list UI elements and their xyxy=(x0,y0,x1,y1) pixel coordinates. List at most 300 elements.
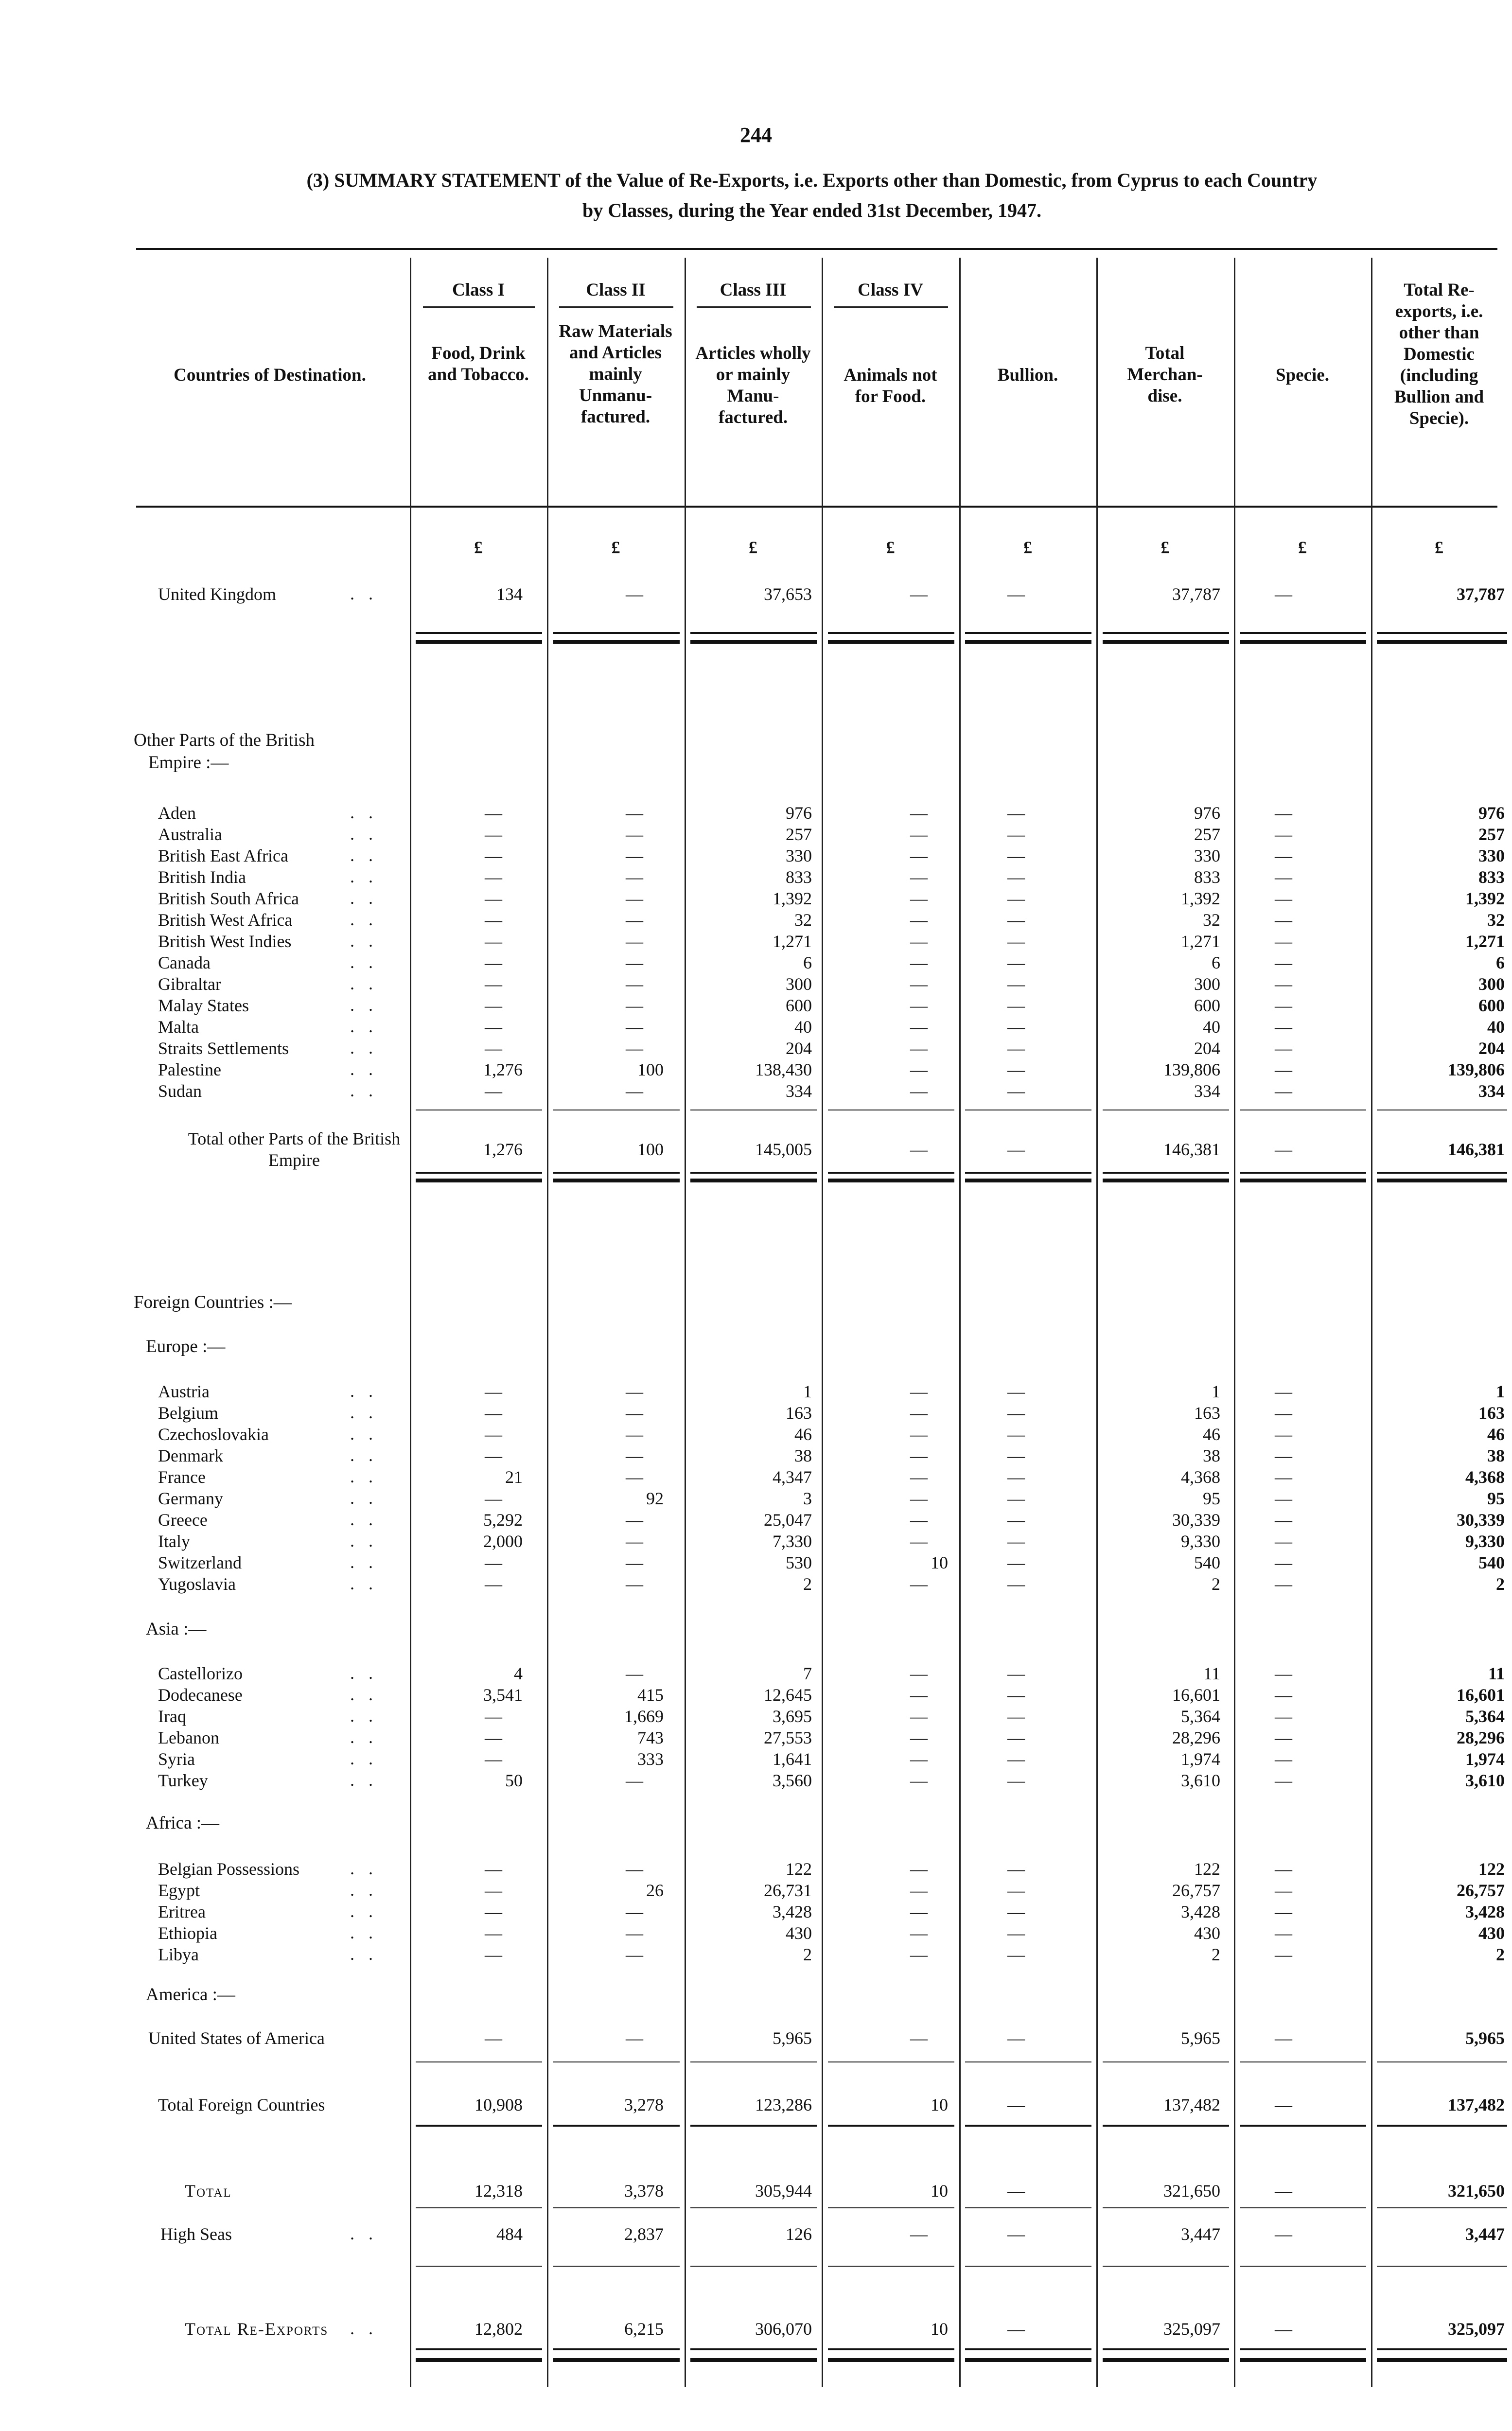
leader-dots: . . xyxy=(350,1574,378,1593)
section-empire: Other Parts of the British xyxy=(134,730,315,750)
cell-c3: 26,731 xyxy=(764,1881,812,1900)
cell-c2: 1,669 xyxy=(624,1707,664,1726)
section-america: America :— xyxy=(146,1985,235,2005)
rule-total xyxy=(690,2207,817,2208)
cell-tm: 257 xyxy=(1194,825,1220,844)
cell-tot: 37,787 xyxy=(1457,584,1505,604)
cell-tm: 28,296 xyxy=(1172,1728,1220,1747)
cell-tm: 2 xyxy=(1212,1574,1220,1594)
cell-c2: — xyxy=(626,803,643,823)
cell-c4: — xyxy=(910,1446,928,1465)
cell-c1: 3,541 xyxy=(483,1685,523,1705)
rule-grand-double xyxy=(1377,2358,1507,2362)
cell-c3: 7,330 xyxy=(773,1532,812,1551)
cell-bu: — xyxy=(1007,1017,1025,1037)
row-label: Total xyxy=(185,2181,232,2201)
rule-empire-total-double xyxy=(416,1179,542,1182)
cell-tot: 139,806 xyxy=(1448,1060,1505,1079)
cell-c2: — xyxy=(626,825,643,844)
row-label: British India xyxy=(158,867,246,887)
cell-tm: 16,601 xyxy=(1172,1685,1220,1705)
cell-tm: 1,392 xyxy=(1181,889,1220,908)
cell-tm: 37,787 xyxy=(1172,584,1220,604)
cell-c4: — xyxy=(910,1574,928,1594)
header-class4: Animals not for Food. xyxy=(844,365,937,406)
cell-bu: — xyxy=(1007,1140,1025,1159)
rule-uk-double xyxy=(416,640,542,644)
cell-c2: — xyxy=(626,1771,643,1790)
cell-c1: — xyxy=(485,1881,502,1900)
rule-grand xyxy=(690,2348,817,2350)
cell-c4: — xyxy=(910,1728,928,1747)
cell-c1: — xyxy=(485,1902,502,1921)
cell-c4: — xyxy=(910,825,928,844)
cell-tm: 330 xyxy=(1194,846,1220,865)
rule-grand-double xyxy=(828,2358,954,2362)
cell-sp: — xyxy=(1275,1081,1292,1101)
cell-c2: 2,837 xyxy=(624,2224,664,2244)
cell-sp: — xyxy=(1275,1532,1292,1551)
cell-tm: 334 xyxy=(1194,1081,1220,1101)
rule-empire-total-double xyxy=(1377,1179,1507,1182)
cell-c4: — xyxy=(910,1425,928,1444)
rule-uk xyxy=(1240,632,1366,634)
cell-c4: — xyxy=(910,1510,928,1530)
cell-c4: — xyxy=(910,974,928,994)
leader-dots: . . xyxy=(350,974,378,993)
cell-c2: — xyxy=(626,1923,643,1943)
cell-c4: — xyxy=(910,1017,928,1037)
cell-c1: — xyxy=(485,1859,502,1879)
rule-total xyxy=(1240,2207,1366,2208)
row-label: High Seas xyxy=(160,2224,232,2244)
cell-tm: 540 xyxy=(1194,1553,1220,1572)
row-label: Germany xyxy=(158,1489,223,1508)
cell-c4: — xyxy=(910,1685,928,1705)
cell-tm: 137,482 xyxy=(1163,2095,1220,2114)
title-line-1: (3) SUMMARY STATEMENT of the Value of Re-Exports, i.e. Exports other than Domestic, from Cyprus to each Country xyxy=(306,169,1318,191)
cell-sp: — xyxy=(1275,1489,1292,1508)
rule-empire-total xyxy=(416,1172,542,1174)
cell-c4: — xyxy=(910,953,928,972)
cell-tm: 204 xyxy=(1194,1039,1220,1058)
row-label: Straits Settlements xyxy=(158,1039,289,1058)
cell-c1: — xyxy=(485,1945,502,1964)
cell-sp: — xyxy=(1275,2224,1292,2244)
leader-dots: . . xyxy=(350,1424,378,1444)
cell-c1: 134 xyxy=(496,584,523,604)
cell-tm: 38 xyxy=(1203,1446,1220,1465)
cell-tot: 3,447 xyxy=(1465,2224,1505,2244)
header-class2: Raw Materials and Articles mainly Unmanu-factured. xyxy=(559,321,672,427)
cell-tm: 1,974 xyxy=(1181,1749,1220,1769)
cell-sp: — xyxy=(1275,1685,1292,1705)
leader-dots: . . xyxy=(350,1510,378,1529)
row-label: Turkey xyxy=(158,1771,208,1790)
rule-highseas xyxy=(828,2266,954,2267)
rule-grand xyxy=(1377,2348,1507,2350)
rule-uk-double xyxy=(1377,640,1507,644)
cell-c4: — xyxy=(910,803,928,823)
cell-tm: 3,610 xyxy=(1181,1771,1220,1790)
cell-sp: — xyxy=(1275,932,1292,951)
leader-dots: . . xyxy=(350,1923,378,1942)
cell-bu: — xyxy=(1007,1728,1025,1747)
rule-highseas xyxy=(416,2266,542,2267)
row-label: France xyxy=(158,1467,206,1487)
cell-bu: — xyxy=(1007,867,1025,887)
cell-c1: — xyxy=(485,846,502,865)
leader-dots: . . xyxy=(350,584,378,603)
cell-tot: 163 xyxy=(1478,1403,1505,1423)
cell-c4: — xyxy=(910,1945,928,1964)
leader-dots: . . xyxy=(350,952,378,972)
cell-tm: 3,447 xyxy=(1181,2224,1220,2244)
cell-c2: — xyxy=(626,1510,643,1530)
cell-tot: 976 xyxy=(1478,803,1505,823)
cell-c1: — xyxy=(485,953,502,972)
header-bottom-rule xyxy=(136,506,1497,508)
leader-dots: . . xyxy=(350,1902,378,1921)
rule-highseas xyxy=(965,2266,1091,2267)
header-top-rule xyxy=(136,248,1497,250)
cell-tm: 95 xyxy=(1203,1489,1220,1508)
cell-bu: — xyxy=(1007,1425,1025,1444)
cell-c3: 257 xyxy=(786,825,812,844)
cell-tm: 46 xyxy=(1203,1425,1220,1444)
leader-dots: . . xyxy=(350,888,378,908)
cell-c2: — xyxy=(626,1532,643,1551)
cell-c3: 40 xyxy=(794,1017,812,1037)
page-number: 244 xyxy=(740,123,772,147)
rule-grand-double xyxy=(1103,2358,1229,2362)
cell-c1: 21 xyxy=(505,1467,523,1487)
cell-tot: 4,368 xyxy=(1465,1467,1505,1487)
cell-tm: 163 xyxy=(1194,1403,1220,1423)
cell-tot: 11 xyxy=(1488,1664,1505,1683)
cell-c1: — xyxy=(485,1425,502,1444)
rule-foreign-subtotal xyxy=(690,2061,817,2062)
rule-foreign-total xyxy=(690,2125,817,2127)
cell-bu: — xyxy=(1007,825,1025,844)
cell-c3: 4,347 xyxy=(773,1467,812,1487)
rule-grand-double xyxy=(965,2358,1091,2362)
cell-tot: 5,965 xyxy=(1465,2028,1505,2048)
header-class3-top: Class III xyxy=(720,280,787,300)
row-label: British South Africa xyxy=(158,889,299,908)
cell-tot: 1,271 xyxy=(1465,932,1505,951)
cell-sp: — xyxy=(1275,1553,1292,1572)
cell-c1: — xyxy=(485,1382,502,1401)
rule-foreign-subtotal xyxy=(1377,2061,1507,2062)
page-title xyxy=(131,165,1493,226)
row-label: Eritrea xyxy=(158,1902,206,1921)
cell-tm: 32 xyxy=(1203,910,1220,930)
cell-c4: — xyxy=(910,867,928,887)
cell-c4: — xyxy=(910,1140,928,1159)
leader-dots: . . xyxy=(350,1706,378,1726)
row-label: Czechoslovakia xyxy=(158,1425,269,1444)
leader-dots: . . xyxy=(350,1038,378,1057)
cell-sp: — xyxy=(1275,1923,1292,1943)
cell-c1: — xyxy=(485,1446,502,1465)
cell-c4: — xyxy=(910,1382,928,1401)
cell-c3: 123,286 xyxy=(755,2095,812,2114)
cell-c4: — xyxy=(910,1489,928,1508)
cell-bu: — xyxy=(1007,932,1025,951)
cell-c3: 2 xyxy=(803,1574,812,1594)
cell-tot: 32 xyxy=(1487,910,1505,930)
cell-c3: 430 xyxy=(786,1923,812,1943)
cell-c3: 3,695 xyxy=(773,1707,812,1726)
rule-grand-double xyxy=(416,2358,542,2362)
row-label: Iraq xyxy=(158,1707,186,1726)
cell-c3: 3,428 xyxy=(773,1902,812,1921)
cell-tm: 122 xyxy=(1194,1859,1220,1879)
cell-bu: — xyxy=(1007,2181,1025,2201)
cell-bu: — xyxy=(1007,889,1025,908)
leader-dots: . . xyxy=(350,1749,378,1768)
cell-tot: 600 xyxy=(1478,996,1505,1015)
col-divider-4 xyxy=(822,258,823,2387)
cell-c1: — xyxy=(485,889,502,908)
cell-sp: — xyxy=(1275,2095,1292,2114)
header-class4-rule xyxy=(834,306,948,308)
section-asia: Asia :— xyxy=(146,1619,207,1639)
cell-tot: 38 xyxy=(1487,1446,1505,1465)
cell-c1: 1,276 xyxy=(483,1140,523,1159)
section-empire-2: Empire :— xyxy=(148,753,229,773)
cell-c2: — xyxy=(626,1467,643,1487)
cell-bu: — xyxy=(1007,1403,1025,1423)
rule-total xyxy=(553,2207,680,2208)
cell-c2: — xyxy=(626,932,643,951)
cell-tot: 40 xyxy=(1487,1017,1505,1037)
cell-bu: — xyxy=(1007,1881,1025,1900)
header-specie: Specie. xyxy=(1276,365,1329,385)
leader-dots: . . xyxy=(350,1944,378,1964)
cell-tot: 2 xyxy=(1496,1574,1505,1594)
header-class3-rule xyxy=(697,306,811,308)
cell-tm: 325,097 xyxy=(1163,2319,1220,2339)
cell-tm: 833 xyxy=(1194,867,1220,887)
rule-empire-total xyxy=(828,1172,954,1174)
cell-c2: — xyxy=(626,584,643,604)
rule-uk xyxy=(1103,632,1229,634)
cell-tot: 1,974 xyxy=(1465,1749,1505,1769)
cell-c3: 2 xyxy=(803,1945,812,1964)
cell-c3: 122 xyxy=(786,1859,812,1879)
cell-bu: — xyxy=(1007,910,1025,930)
cell-bu: — xyxy=(1007,846,1025,865)
cell-c1: — xyxy=(485,1489,502,1508)
cell-c4: — xyxy=(910,996,928,1015)
cell-c2: — xyxy=(626,1081,643,1101)
cell-c3: 7 xyxy=(803,1664,812,1683)
rule-uk-double xyxy=(1103,640,1229,644)
title-line-2: by Classes, during the Year ended 31st December, 1947. xyxy=(582,199,1042,221)
row-label: Aden xyxy=(158,803,196,823)
cell-c1: — xyxy=(485,1728,502,1747)
cell-c1: — xyxy=(485,996,502,1015)
leader-dots: . . xyxy=(350,1770,378,1790)
row-label: British East Africa xyxy=(158,846,288,865)
cell-bu: — xyxy=(1007,1081,1025,1101)
rule-uk xyxy=(690,632,817,634)
cell-c3: 530 xyxy=(786,1553,812,1572)
cell-c3: 32 xyxy=(794,910,812,930)
header-countries: Countries of Destination. xyxy=(174,365,366,385)
cell-tot: 28,296 xyxy=(1457,1728,1505,1747)
cell-tot: 1,392 xyxy=(1465,889,1505,908)
cell-c3: 138,430 xyxy=(755,1060,812,1079)
cell-sp: — xyxy=(1275,1728,1292,1747)
cell-c1: 4 xyxy=(514,1664,523,1683)
cell-tm: 5,364 xyxy=(1181,1707,1220,1726)
cell-c3: 334 xyxy=(786,1081,812,1101)
cell-tot: 30,339 xyxy=(1457,1510,1505,1530)
cell-c2: — xyxy=(626,1664,643,1683)
rule-uk xyxy=(416,632,542,634)
row-label: Malta xyxy=(158,1017,199,1037)
cell-c1: — xyxy=(485,1923,502,1943)
header-class2-top: Class II xyxy=(586,280,646,300)
row-label: Total Re-Exports xyxy=(185,2319,329,2339)
cell-bu: — xyxy=(1007,1510,1025,1530)
cell-c3: 38 xyxy=(794,1446,812,1465)
cell-bu: — xyxy=(1007,1489,1025,1508)
rule-uk xyxy=(1377,632,1507,634)
cell-c2: — xyxy=(626,1553,643,1572)
cell-bu: — xyxy=(1007,2095,1025,2114)
cell-sp: — xyxy=(1275,1707,1292,1726)
cell-c4: — xyxy=(910,2028,928,2048)
cell-bu: — xyxy=(1007,1902,1025,1921)
cell-tot: 257 xyxy=(1478,825,1505,844)
rule-empire-total-double xyxy=(1103,1179,1229,1182)
rule-foreign-total xyxy=(965,2125,1091,2127)
cell-sp: — xyxy=(1275,889,1292,908)
rule-uk xyxy=(828,632,954,634)
cell-c2: 100 xyxy=(637,1060,664,1079)
cell-c4: — xyxy=(910,1749,928,1769)
rule-highseas xyxy=(1240,2266,1366,2267)
cell-c4: — xyxy=(910,1859,928,1879)
rule-empire-total-double xyxy=(965,1179,1091,1182)
rule-uk-double xyxy=(1240,640,1366,644)
cell-bu: — xyxy=(1007,1707,1025,1726)
cell-sp: — xyxy=(1275,584,1292,604)
cell-bu: — xyxy=(1007,803,1025,823)
rule-total xyxy=(1377,2207,1507,2208)
cell-c4: — xyxy=(910,1467,928,1487)
row-label: Belgium xyxy=(158,1403,218,1423)
cell-c4: — xyxy=(910,1532,928,1551)
leader-dots: . . xyxy=(350,1552,378,1572)
cell-tm: 2 xyxy=(1212,1945,1220,1964)
rule-empire-total xyxy=(1103,1172,1229,1174)
header-class1-rule xyxy=(423,306,535,308)
cell-c4: — xyxy=(910,1771,928,1790)
cell-tot: 146,381 xyxy=(1448,1140,1505,1159)
cell-c1: — xyxy=(485,1403,502,1423)
cell-tm: 4,368 xyxy=(1181,1467,1220,1487)
cell-tm: 1 xyxy=(1212,1382,1220,1401)
leader-dots: . . xyxy=(350,1859,378,1878)
cell-c1: 50 xyxy=(505,1771,523,1790)
cell-tm: 976 xyxy=(1194,803,1220,823)
leader-dots: . . xyxy=(350,2319,378,2338)
cell-c3: 27,553 xyxy=(764,1728,812,1747)
cell-tot: 3,428 xyxy=(1465,1902,1505,1921)
col-divider-1 xyxy=(410,258,411,2387)
cell-c2: — xyxy=(626,910,643,930)
header-total-reexports: Total Re-exports, i.e. other than Domestic (including Bullion and Specie). xyxy=(1394,280,1484,428)
cell-c2: — xyxy=(626,974,643,994)
cell-c4: — xyxy=(910,2224,928,2244)
cell-c3: 330 xyxy=(786,846,812,865)
col-divider-7 xyxy=(1234,258,1235,2387)
cell-bu: — xyxy=(1007,953,1025,972)
cell-tm: 5,965 xyxy=(1181,2028,1220,2048)
cell-sp: — xyxy=(1275,953,1292,972)
cell-bu: — xyxy=(1007,1039,1025,1058)
rule-uk-double xyxy=(553,640,680,644)
leader-dots: . . xyxy=(350,1685,378,1704)
cell-bu: — xyxy=(1007,584,1025,604)
currency-class3: £ xyxy=(749,538,757,557)
cell-c1: 12,318 xyxy=(475,2181,523,2201)
cell-c1: — xyxy=(485,1017,502,1037)
leader-dots: . . xyxy=(350,1017,378,1036)
header-class1-top: Class I xyxy=(452,280,505,300)
cell-tm: 6 xyxy=(1212,953,1220,972)
row-label: British West Indies xyxy=(158,932,292,951)
cell-sp: — xyxy=(1275,1060,1292,1079)
leader-dots: . . xyxy=(350,1403,378,1422)
cell-c1: — xyxy=(485,974,502,994)
currency-class4: £ xyxy=(886,538,895,557)
leader-dots: . . xyxy=(350,1059,378,1079)
rule-foreign-total xyxy=(553,2125,680,2127)
cell-bu: — xyxy=(1007,2224,1025,2244)
cell-tm: 1,271 xyxy=(1181,932,1220,951)
cell-c3: 305,944 xyxy=(755,2181,812,2201)
row-label: Ethiopia xyxy=(158,1923,217,1943)
rule-foreign-subtotal xyxy=(1103,2061,1229,2062)
cell-tot: 833 xyxy=(1478,867,1505,887)
leader-dots: . . xyxy=(350,995,378,1015)
cell-c4: — xyxy=(910,1923,928,1943)
header-class2-rule xyxy=(559,306,673,308)
cell-tot: 330 xyxy=(1478,846,1505,865)
cell-c1: 12,802 xyxy=(475,2319,523,2339)
cell-c4: — xyxy=(910,1060,928,1079)
cell-tm: 30,339 xyxy=(1172,1510,1220,1530)
leader-dots: . . xyxy=(350,1531,378,1550)
rule-uk-double xyxy=(965,640,1091,644)
cell-tm: 3,428 xyxy=(1181,1902,1220,1921)
cell-c1: 484 xyxy=(496,2224,523,2244)
cell-c1: — xyxy=(485,1553,502,1572)
rule-highseas xyxy=(1103,2266,1229,2267)
row-label: Belgian Possessions xyxy=(158,1859,300,1879)
header-total-merchandise: Total Merchan-dise. xyxy=(1127,343,1203,406)
cell-c4: — xyxy=(910,1081,928,1101)
cell-c2: 6,215 xyxy=(624,2319,664,2339)
cell-c3: 1 xyxy=(803,1382,812,1401)
cell-c2: — xyxy=(626,996,643,1015)
